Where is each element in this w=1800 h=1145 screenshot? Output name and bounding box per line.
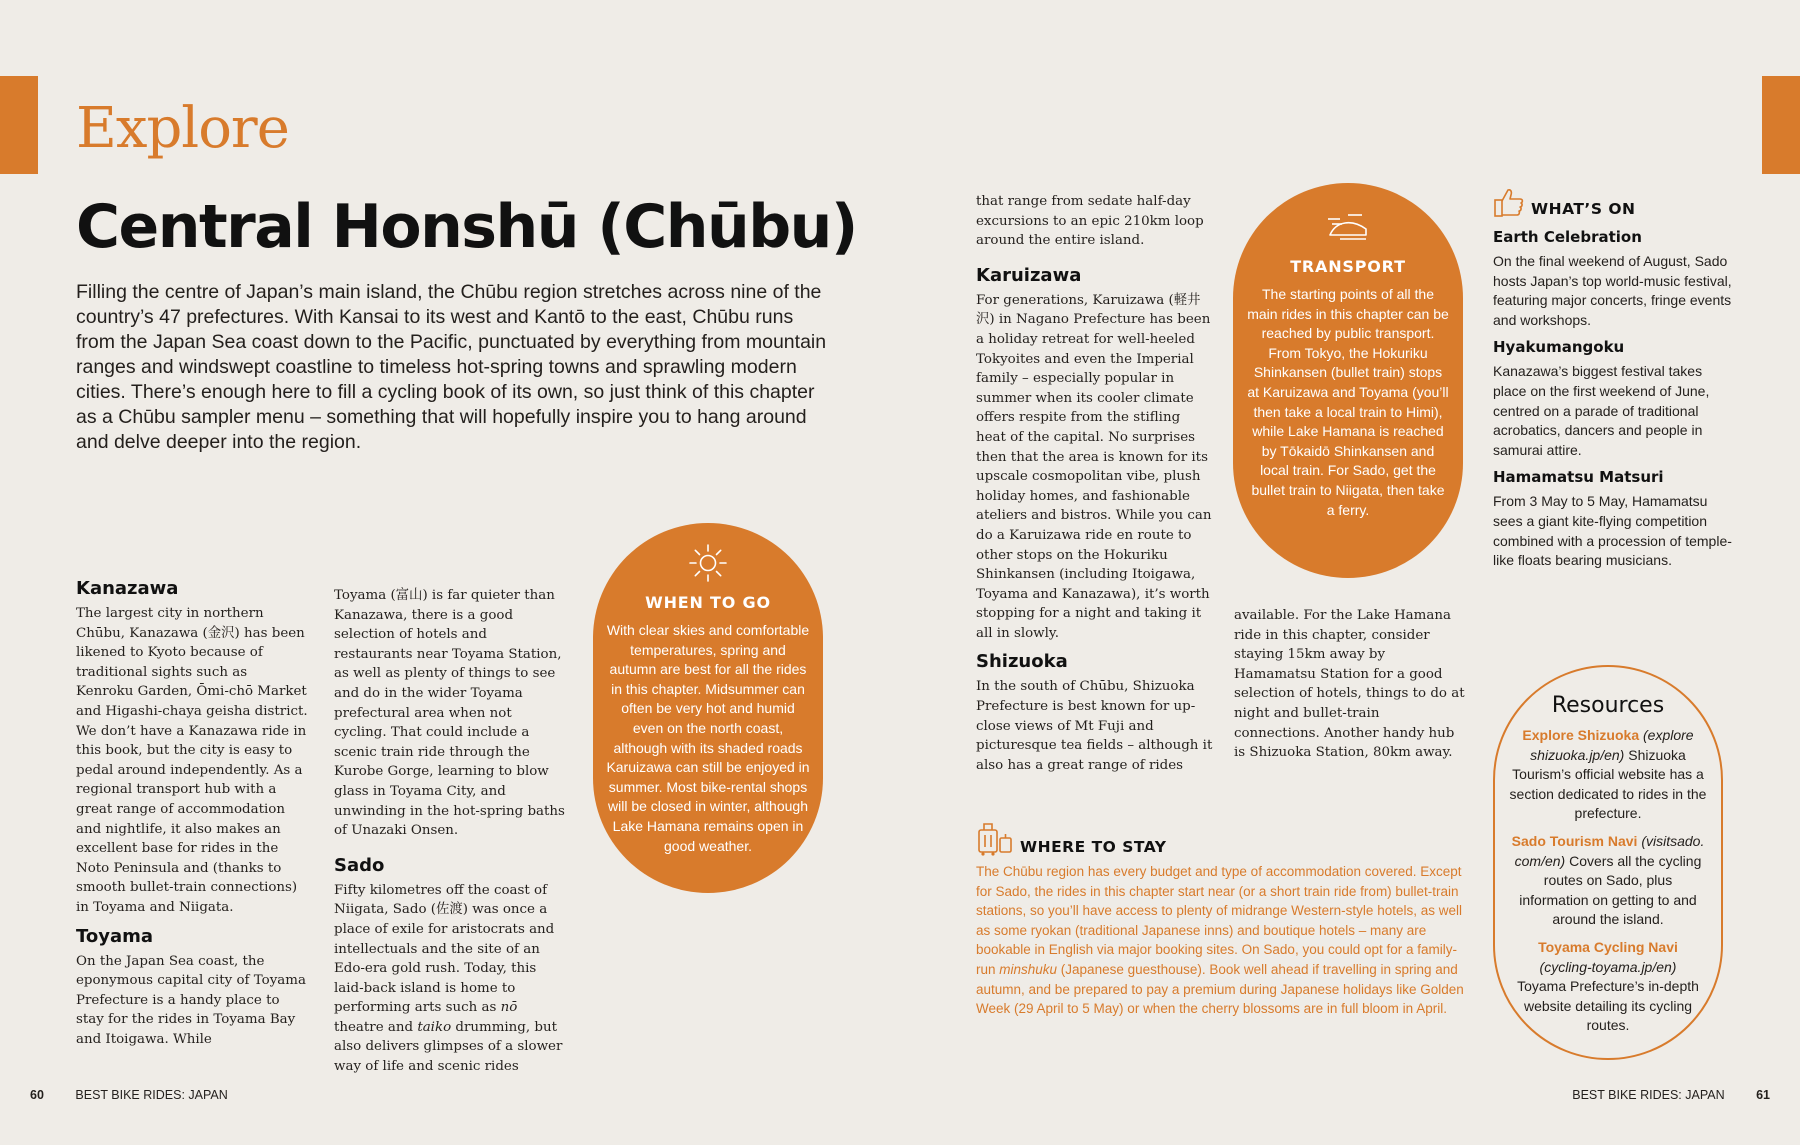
resource-url[interactable]: (explore shizuoka.jp/en) — [1530, 727, 1694, 763]
column-3 — [976, 192, 1214, 783]
resource-item: Toyama Cycling Navi (cycling-toyama.jp/en) Toyama Prefecture’s in-depth website detailing its cycling routes. — [1517, 938, 1699, 1034]
toyama-heading: Toyama — [76, 925, 154, 947]
event-body: On the final weekend of August, Sado hosts Japan’s top world-music festival, featuring major concerts, fringe events and workshops. — [1493, 253, 1732, 328]
sado-heading: Sado — [334, 854, 385, 876]
column-4 — [1234, 606, 1466, 763]
event-name: Hyakumangoku — [1493, 338, 1625, 357]
event-body: Kanazawa’s biggest festival takes place on the first weekend of June, centred on a parade of traditional acrobatics, dancers and people in samurai attire. — [1493, 363, 1710, 458]
resource-item: Sado Tourism Navi (visitsado. com/en) Covers all the cycling routes on Sado, plus information on getting to and around the island. — [1511, 832, 1705, 928]
resource-link[interactable]: Explore Shizuoka — [1522, 727, 1640, 743]
karuizawa-body: For generations, Karuizawa (軽井沢) in Nagano Prefecture has been a holiday retreat for well-heeled Tokyoites and even the Imperial family – especially popular in summer when its cooler climate offers respite from the stifling heat of the capital. No surprises then that the area is known for its upscale cosmopolitan vibe, plush holiday homes, and fashionable ateliers and bistros. While you can do a Karuizawa ride en route to other stops on the Hokuriku Shinkansen (including Itoigawa, Toyama and Kanazawa), it’s worth stopping for a night and taking it all in slowly. — [976, 292, 1212, 641]
transport-panel — [1233, 183, 1463, 578]
chapter-title: Central Honshū (Chūbu) — [76, 192, 857, 262]
section-kicker: Explore — [76, 96, 289, 161]
where-to-stay-header — [976, 820, 1468, 856]
thumbs-up-icon — [1493, 186, 1525, 218]
where-to-stay-title: WHERE TO STAY — [1020, 838, 1167, 856]
where-to-stay-panel — [976, 820, 1468, 1019]
right-page-tab — [1762, 76, 1800, 174]
shizuoka-body: In the south of Chūbu, Shizuoka Prefecture is best known for up-close views of Mt Fuji and picturesque tea fields – although it also has a great range of rides — [976, 679, 1213, 773]
chapter-intro: Filling the centre of Japan’s main island, the Chūbu region stretches across nine of the country’s 47 prefectures. With Kansai to its west and Kantō to the east, Chūbu runs from the Japan Sea coast down to the Pacific, punctuated by everything from mountain ranges and windswept coastline to timeless hot-spring towns and sprawling modern cities. There’s enough here to fill a cycling book of its own, so just think of this chapter as a Chūbu sampler menu – something that will hopefully inspire you to hang around and delve deeper into the region. — [76, 281, 827, 453]
when-to-go-body: With clear skies and comfortable temperatures, spring and autumn are best for all the rides in this chapter. Midsummer can often be very hot and humid even on the north coast, although with its shaded roads Karuizawa can still be enjoyed in summer. Most bike-rental shops will be closed in winter, although Lake Hamana remains open in good weather. — [606, 622, 810, 854]
shizuoka-body-continued: available. For the Lake Hamana ride in this chapter, consider staying 15km away by Hamamatsu Station for a good selection of hotels, things to do at night and bullet-train connections. Another handy hub is Shizuoka Station, 80km away. — [1234, 608, 1465, 761]
resources-title: Resources — [1551, 693, 1665, 718]
sun-icon — [688, 543, 728, 583]
resources-panel — [1493, 665, 1723, 1060]
toyama-body-start: On the Japan Sea coast, the eponymous capital city of Toyama Prefecture is a handy place to stay for the rides in Toyama Bay and Itoigawa. While — [76, 953, 306, 1047]
when-to-go-panel — [593, 523, 823, 893]
footer-right — [1572, 1088, 1770, 1102]
toyama-body-continued: Toyama (富山) is far quieter than Kanazawa, there is a good selection of hotels and restaurants near Toyama Station, as well as plenty of things to see and do in the wider Toyama prefectural area when not cycling. That could include a scenic train ride through the Kurobe Gorge, learning to blow glass in Toyama City, and unwinding in the hot-spring baths of Unazaki Onsen. — [334, 588, 565, 839]
column-1 — [76, 578, 308, 1057]
luggage-icon — [976, 820, 1014, 856]
kanazawa-heading: Kanazawa — [76, 578, 179, 599]
bullet-train-icon — [1326, 211, 1370, 245]
running-title-right: BEST BIKE RIDES: JAPAN — [1572, 1088, 1725, 1102]
event-name: Earth Celebration — [1493, 228, 1642, 246]
resource-link[interactable]: Sado Tourism Navi — [1511, 832, 1638, 849]
column-2 — [334, 586, 566, 1085]
kanazawa-body: The largest city in northern Chūbu, Kanazawa (金沢) has been likened to Kyoto because of traditional sights such as Kenroku Garden, Ōmi-chō Market and Higashi-chaya geisha district. We don’t have a Kanazawa ride in this book, but the city is easy to pedal around independently. As a regional transport hub with a great range of accommodation and nightlife, it also makes an excellent base for rides in the Noto Peninsula and (thanks to smooth bullet-train connections) in Toyama and Niigata. — [76, 606, 308, 915]
resource-link[interactable]: Toyama Cycling Navi — [1538, 938, 1678, 955]
when-to-go-title: WHEN TO GO — [645, 593, 771, 612]
shizuoka-heading: Shizuoka — [976, 651, 1068, 673]
page-number-right: 61 — [1756, 1088, 1770, 1102]
whats-on-header — [1493, 186, 1733, 218]
event-name: Hamamatsu Matsuri — [1493, 468, 1664, 487]
resource-item: Explore Shizuoka (explore shizuoka.jp/en) Shizuoka Tourism’s official website has a section dedicated to rides in the prefecture. — [1509, 727, 1707, 822]
left-page-tab — [0, 76, 38, 174]
whats-on-panel — [1493, 186, 1733, 579]
where-to-stay-body: The Chūbu region has every budget and type of accommodation covered. Except for Sado, the rides in this chapter start near (or a short train ride from) bullet-train stations, so you’ll have access to plenty of midrange Western-style hotels, as well as some ryokan (traditional Japanese inns) and boutique hotels – many are bookable in English via major booking sites. On Sado, you could opt for a family-run minshuku (Japanese guesthouse). Book well ahead if travelling in spring and autumn, and be prepared to pay a premium during Japanese holidays like Golden Week (29 April to 5 May) or when the cherry blossoms are in full bloom in April. — [976, 864, 1464, 1017]
transport-title: TRANSPORT — [1290, 257, 1406, 276]
sado-body-continued: that range from sedate half-day excursions to an epic 210km loop around the entire island. — [976, 194, 1204, 249]
footer-left — [30, 1088, 228, 1102]
transport-body: The starting points of all the main rides in this chapter can be reached by public transport. From Tokyo, the Hokuriku Shinkansen (bullet train) stops at Karuizawa and Toyama (you’ll then take a local train to Himi), while Lake Hamana is reached by Tōkaidō Shinkansen and local train. For Sado, get the bullet train to Niigata, then take a ferry. — [1247, 286, 1449, 518]
page-number-left: 60 — [30, 1088, 44, 1102]
resource-url[interactable]: (cycling-toyama.jp/en) — [1539, 958, 1677, 975]
event-body: From 3 May to 5 May, Hamamatsu sees a giant kite-flying competition combined with a procession of temple-like floats bearing musicians. — [1493, 493, 1732, 569]
whats-on-title: WHAT’S ON — [1531, 200, 1636, 218]
resource-url[interactable]: (visitsado. com/en) — [1514, 832, 1705, 869]
karuizawa-heading: Karuizawa — [976, 264, 1082, 286]
running-title-left: BEST BIKE RIDES: JAPAN — [75, 1088, 228, 1102]
sado-body: Fifty kilometres off the coast of Niigata, Sado (佐渡) was once a place of exile for aristocrats and intellectuals and the site of an Edo-era gold rush. Today, this laid-back island is home to performing arts such as nō theatre and taiko drumming, but also delivers glimpses of a slower way of life and scenic rides — [334, 882, 563, 1075]
